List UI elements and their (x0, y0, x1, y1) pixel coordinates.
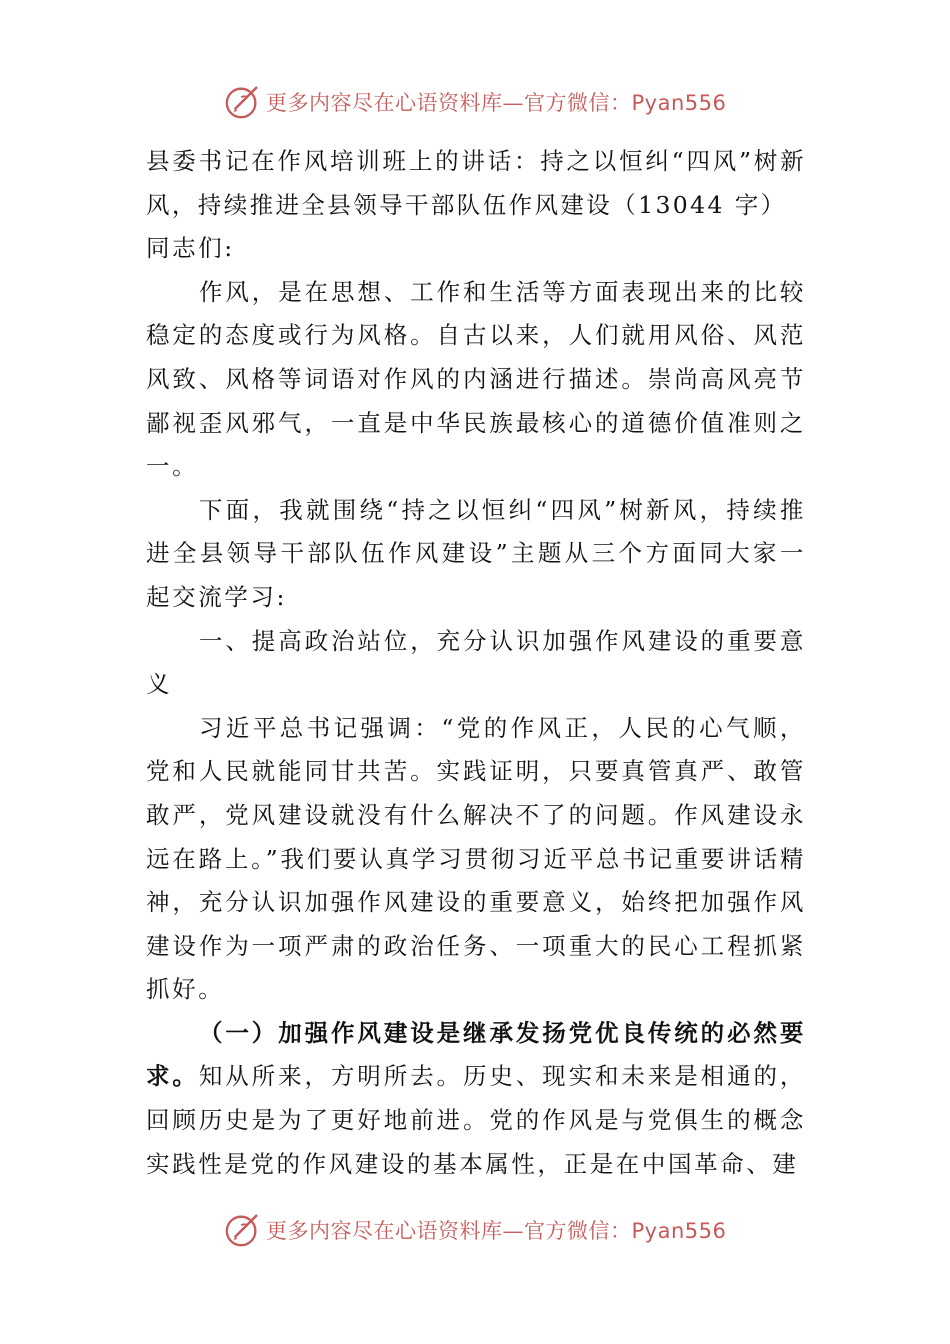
paragraph (146, 1012, 806, 1186)
paragraph: 下面，我就围绕“持之以恒纠“四风”树新风，持续推进全县领导干部队伍作风建设”主题从三个方面同大家一起交流学习: (146, 495, 806, 611)
salutation: 同志们: (146, 234, 235, 263)
banner-text: 更多内容尽在心语资料库—官方微信：Pyan556 (266, 1219, 727, 1243)
wechat-id: Pyan556 (631, 91, 727, 115)
paragraph: 作风，是在思想、工作和生活等方面表现出来的比较稳定的态度或行为风格。自古以来，人们就用风俗、风范风致、风格等词语对作风的内涵进行描述。崇尚高风亮节鄙视歪风邪气，一直是中华民族最核心的道德价值准则之一。 (146, 277, 806, 481)
paragraph: 习近平总书记强调：“党的作风正，人民的心气顺，党和人民就能同甘共苦。实践证明，只要真管真严、敢管敢严，党风建设就没有什么解决不了的问题。作风建设永远在路上。”我们要认真学习贯彻习近平总书记重要讲话精神，充分认识加强作风建设的重要意义，始终把加强作风建设作为一项严肃的政治任务、一项重大的民心工程抓紧抓好。 (146, 713, 806, 1004)
subsection-heading: （一）加强作风建设是继承发扬党优良传统的必然要求。 (146, 1018, 806, 1091)
section-heading: 一、提高政治站位，充分认识加强作风建设的重要意义 (146, 626, 806, 699)
header-banner (224, 82, 744, 122)
banner-text: 更多内容尽在心语资料库—官方微信：Pyan556 (266, 91, 727, 115)
document-body (146, 140, 806, 1186)
wechat-id: Pyan556 (631, 1219, 727, 1243)
pen-logo-icon (224, 1211, 262, 1249)
paragraph-text: 知从所来，方明所去。历史、现实和未来是相通的，回顾历史是为了更好地前进。党的作风是与党俱生的概念实践性是党的作风建设的基本属性，正是在中国革命、建 (146, 1062, 806, 1178)
footer-banner (224, 1210, 744, 1250)
document-title: 县委书记在作风培训班上的讲话：持之以恒纠“四风”树新风，持续推进全县领导干部队伍作风建设（13044 字） (146, 147, 806, 219)
pen-logo-icon (224, 83, 262, 121)
